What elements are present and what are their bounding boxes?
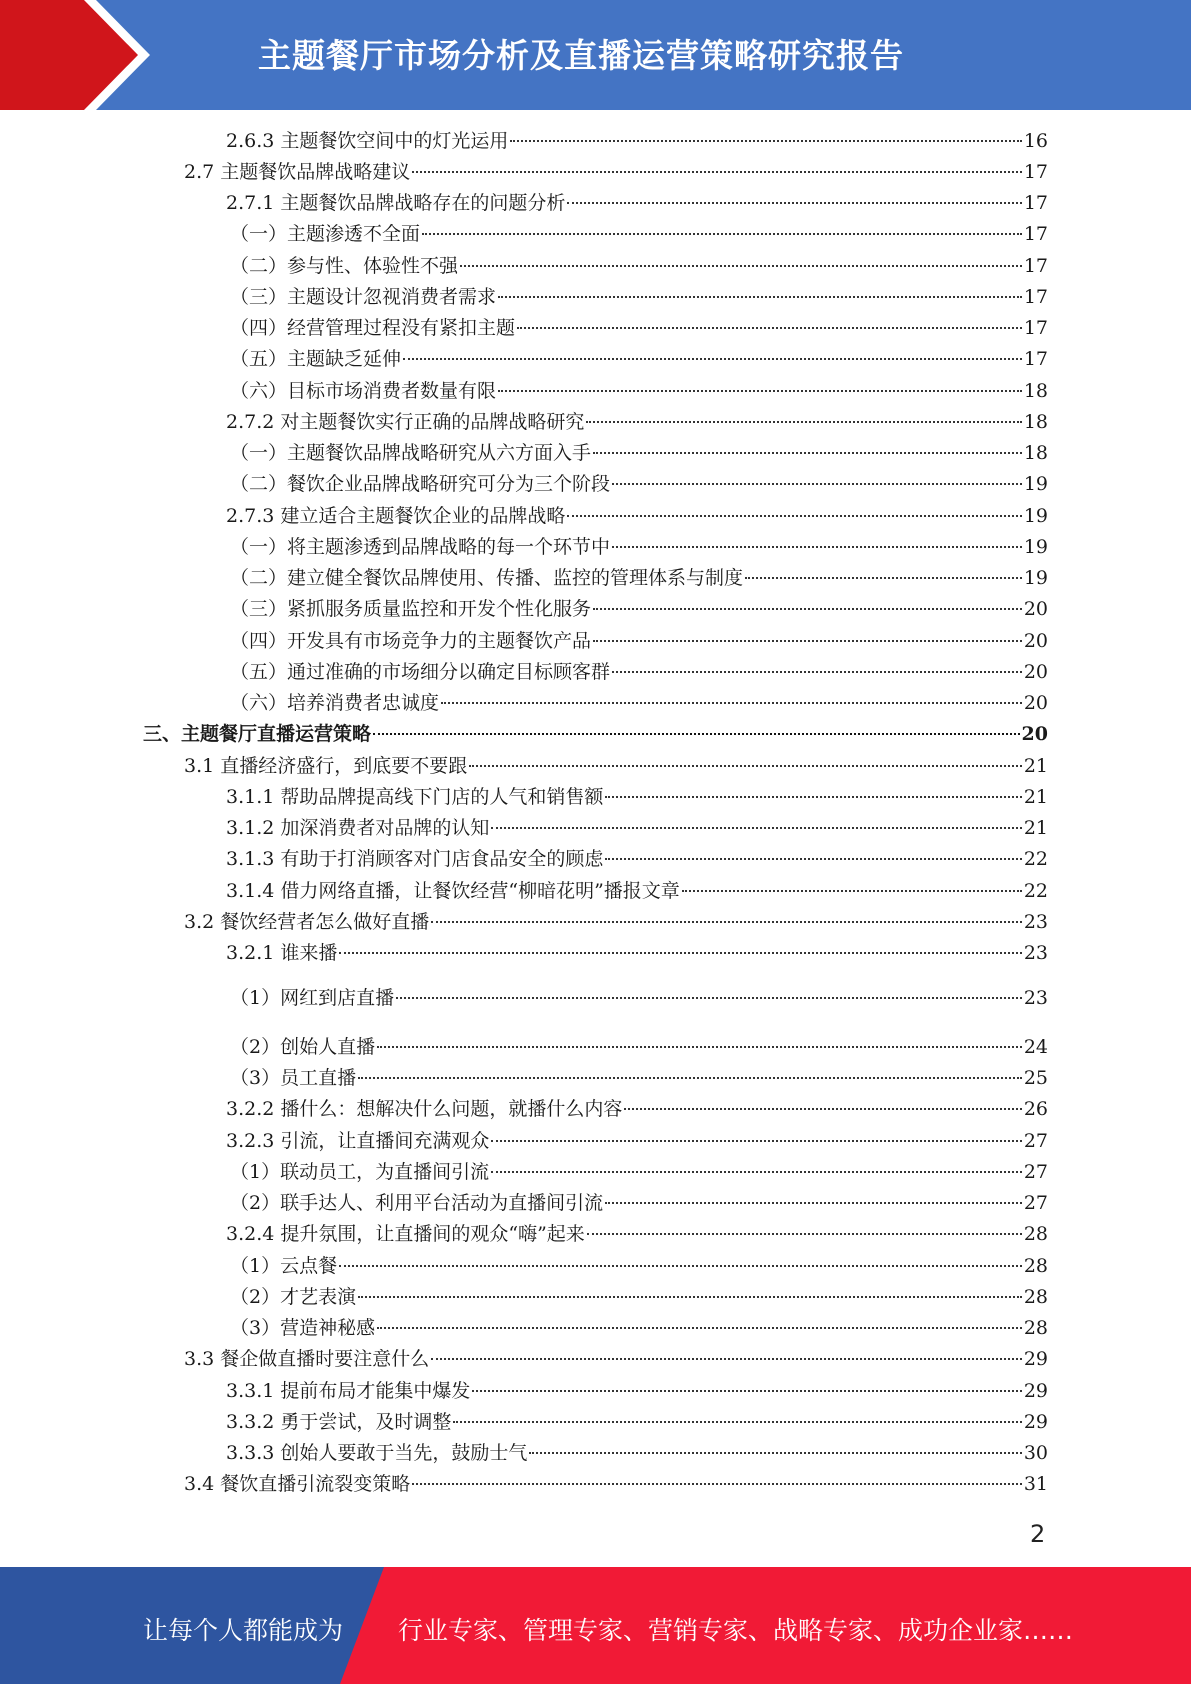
toc-entry[interactable] <box>230 628 1048 654</box>
toc-entry-page: 19 <box>1023 567 1048 589</box>
toc-leader-dots <box>431 1358 1022 1360</box>
toc-entry[interactable] <box>230 1034 1048 1060</box>
toc-entry-page: 17 <box>1023 286 1048 308</box>
toc-entry-label: 3.1.3 有助于打消顾客对门店食品安全的顾虑 <box>226 848 604 870</box>
toc-entry-label: 2.7.2 对主题餐饮实行正确的品牌战略研究 <box>226 411 585 433</box>
toc-leader-dots <box>339 952 1021 954</box>
toc-entry-label: 3.2.1 谁来播 <box>226 942 338 964</box>
toc-leader-dots <box>612 671 1022 673</box>
toc-entry-label: 3.1.4 借力网络直播，让餐饮经营“柳暗花明”播报文章 <box>226 880 680 902</box>
toc-entry-label: 2.7.1 主题餐饮品牌战略存在的问题分析 <box>226 192 566 214</box>
toc-leader-dots <box>624 1108 1021 1110</box>
toc-entry-page: 20 <box>1023 630 1048 652</box>
toc-entry[interactable] <box>226 815 1048 841</box>
toc-leader-dots <box>605 1202 1022 1204</box>
toc-entry-page: 22 <box>1023 880 1048 902</box>
toc-entry-label: （二）餐饮企业品牌战略研究可分为三个阶段 <box>230 473 611 495</box>
toc-leader-dots <box>682 890 1022 892</box>
toc-leader-dots <box>593 608 1022 610</box>
toc-entry-label: 3.3.3 创始人要敢于当先，鼓励士气 <box>226 1442 528 1464</box>
toc-entry[interactable] <box>230 221 1048 247</box>
toc-entry-page: 19 <box>1023 473 1048 495</box>
toc-entry-page: 29 <box>1023 1411 1048 1433</box>
toc-leader-dots <box>453 1421 1021 1423</box>
toc-entry-label: （2）创始人直播 <box>230 1036 376 1058</box>
toc-entry-label: （3）员工直播 <box>230 1067 357 1089</box>
toc-leader-dots <box>469 765 1022 767</box>
toc-entry[interactable] <box>226 409 1048 435</box>
toc-entry-label: 3.1 直播经济盛行，到底要不要跟 <box>184 755 468 777</box>
footer-slogan-left: 让每个人都能成为 <box>143 1616 344 1645</box>
toc-entry-page: 27 <box>1023 1192 1048 1214</box>
toc-entry-page: 21 <box>1023 817 1048 839</box>
toc-leader-dots <box>377 1327 1022 1329</box>
toc-entry[interactable] <box>230 1284 1048 1310</box>
toc-entry-label: 3.1.2 加深消费者对品牌的认知 <box>226 817 490 839</box>
toc-entry-label: （2）联手达人、利用平台活动为直播间引流 <box>230 1192 604 1214</box>
toc-entry[interactable] <box>230 985 1048 1011</box>
toc-entry-label: （五）主题缺乏延伸 <box>230 348 402 370</box>
toc-entry[interactable] <box>226 1096 1048 1122</box>
toc-entry-page: 18 <box>1023 442 1048 464</box>
toc-entry-label: 2.7 主题餐饮品牌战略建议 <box>184 161 411 183</box>
toc-leader-dots <box>422 233 1022 235</box>
toc-entry-page: 28 <box>1023 1286 1048 1308</box>
toc-entry-page: 20 <box>1023 598 1048 620</box>
toc-entry[interactable] <box>230 1065 1048 1091</box>
toc-leader-dots <box>529 1452 1021 1454</box>
toc-entry[interactable] <box>226 846 1048 872</box>
toc-entry[interactable] <box>230 1190 1048 1216</box>
toc-entry[interactable] <box>226 784 1048 810</box>
toc-leader-dots <box>517 327 1022 329</box>
toc-entry[interactable] <box>226 1128 1048 1154</box>
toc-entry[interactable] <box>230 565 1048 591</box>
header-chevron-icon <box>0 0 138 110</box>
toc-entry-label: 3.1.1 帮助品牌提高线下门店的人气和销售额 <box>226 786 604 808</box>
toc-leader-dots <box>510 140 1021 142</box>
toc-entry-page: 19 <box>1023 536 1048 558</box>
toc-entry-label: 2.6.3 主题餐饮空间中的灯光运用 <box>226 130 509 152</box>
page-number: 2 <box>1030 1520 1046 1548</box>
toc-leader-dots <box>396 997 1022 999</box>
toc-entry[interactable] <box>230 1159 1048 1185</box>
toc-entry-label: （1）联动员工，为直播间引流 <box>230 1161 490 1183</box>
toc-entry-page: 28 <box>1023 1223 1048 1245</box>
toc-entry-label: 3.3 餐企做直播时要注意什么 <box>184 1348 430 1370</box>
toc-entry-page: 17 <box>1023 317 1048 339</box>
toc-entry-label: 3.2 餐饮经营者怎么做好直播 <box>184 911 430 933</box>
toc-entry[interactable] <box>226 1440 1048 1466</box>
toc-leader-dots <box>412 1483 1022 1485</box>
toc-entry-page: 23 <box>1023 942 1048 964</box>
toc-leader-dots <box>403 358 1022 360</box>
toc-entry-label: （六）培养消费者忠诚度 <box>230 692 440 714</box>
toc-entry[interactable] <box>230 315 1048 341</box>
toc-entry-page: 23 <box>1023 987 1048 1009</box>
toc-entry[interactable] <box>230 1253 1048 1279</box>
toc-entry-page: 26 <box>1023 1098 1048 1120</box>
toc-entry[interactable] <box>184 159 1048 185</box>
toc-leader-dots <box>745 577 1022 579</box>
toc-leader-dots <box>587 1233 1022 1235</box>
toc-leader-dots <box>412 171 1022 173</box>
toc-entry[interactable] <box>226 878 1048 904</box>
toc-entry-label: （1）网红到店直播 <box>230 987 395 1009</box>
toc-entry-label: 3.2.2 播什么：想解决什么问题，就播什么内容 <box>226 1098 623 1120</box>
toc-entry-page: 17 <box>1023 192 1048 214</box>
toc-entry[interactable] <box>230 440 1048 466</box>
toc-leader-dots <box>593 452 1022 454</box>
toc-entry[interactable] <box>230 1315 1048 1341</box>
toc-entry[interactable] <box>230 534 1048 560</box>
toc-entry-label: 3.4 餐饮直播引流裂变策略 <box>184 1473 411 1495</box>
toc-leader-dots <box>441 702 1022 704</box>
toc-entry-label: 3.3.1 提前布局才能集中爆发 <box>226 1380 471 1402</box>
toc-entry[interactable] <box>226 1221 1048 1247</box>
toc-entry-page: 24 <box>1023 1036 1048 1058</box>
toc-leader-dots <box>491 1171 1022 1173</box>
toc-entry-label: （二）建立健全餐饮品牌使用、传播、监控的管理体系与制度 <box>230 567 744 589</box>
toc-entry-label: （1）云点餐 <box>230 1255 338 1277</box>
toc-entry-page: 21 <box>1023 755 1048 777</box>
toc-entry[interactable] <box>230 378 1048 404</box>
toc-entry-page: 21 <box>1023 786 1048 808</box>
toc-entry-label: （二）参与性、体验性不强 <box>230 255 459 277</box>
toc-entry-page: 27 <box>1023 1130 1048 1152</box>
toc-entry[interactable] <box>226 190 1048 216</box>
toc-entry-page: 18 <box>1023 411 1048 433</box>
toc-leader-dots <box>472 1390 1021 1392</box>
toc-entry-label: （三）紧抓服务质量监控和开发个性化服务 <box>230 598 592 620</box>
toc-entry-page: 20 <box>1023 692 1048 714</box>
toc-leader-dots <box>498 390 1022 392</box>
toc-leader-dots <box>358 1077 1022 1079</box>
toc-entry[interactable] <box>226 503 1048 529</box>
toc-leader-dots <box>612 483 1022 485</box>
page-header <box>0 0 1191 110</box>
page-footer <box>0 1567 1191 1684</box>
toc-entry[interactable] <box>143 721 1048 747</box>
toc-entry-page: 17 <box>1023 255 1048 277</box>
toc-entry[interactable] <box>230 471 1048 497</box>
toc-entry-page: 20 <box>1021 723 1048 745</box>
toc-entry[interactable] <box>184 1346 1048 1372</box>
toc-leader-dots <box>339 1265 1022 1267</box>
toc-entry[interactable] <box>226 1409 1048 1435</box>
toc-entry-page: 30 <box>1023 1442 1048 1464</box>
toc-leader-dots <box>491 827 1021 829</box>
toc-entry-page: 27 <box>1023 1161 1048 1183</box>
toc-leader-dots <box>567 515 1021 517</box>
toc-leader-dots <box>377 1046 1022 1048</box>
toc-entry-page: 28 <box>1023 1317 1048 1339</box>
toc-entry[interactable] <box>184 1471 1048 1497</box>
toc-entry[interactable] <box>230 253 1048 279</box>
toc-entry[interactable] <box>230 659 1048 685</box>
toc-entry-page: 18 <box>1023 380 1048 402</box>
toc-entry-label: 3.2.4 提升氛围，让直播间的观众“嗨”起来 <box>226 1223 585 1245</box>
toc-entry-page: 29 <box>1023 1380 1048 1402</box>
toc-entry[interactable] <box>230 284 1048 310</box>
toc-leader-dots <box>605 858 1021 860</box>
toc-leader-dots <box>567 202 1021 204</box>
toc-entry[interactable] <box>230 346 1048 372</box>
toc-leader-dots <box>358 1296 1022 1298</box>
toc-entry-page: 29 <box>1023 1348 1048 1370</box>
toc-leader-dots <box>612 546 1022 548</box>
toc-entry-page: 25 <box>1023 1067 1048 1089</box>
toc-entry-label: （3）营造神秘感 <box>230 1317 376 1339</box>
toc-entry-page: 17 <box>1023 348 1048 370</box>
toc-leader-dots <box>593 640 1022 642</box>
toc-leader-dots <box>586 421 1021 423</box>
toc-entry[interactable] <box>226 940 1048 966</box>
toc-entry-label: （四）经营管理过程没有紧扣主题 <box>230 317 516 339</box>
toc-entry-label: （三）主题设计忽视消费者需求 <box>230 286 497 308</box>
toc-entry-page: 17 <box>1023 161 1048 183</box>
toc-entry-label: （一）将主题渗透到品牌战略的每一个环节中 <box>230 536 611 558</box>
toc-entry-page: 20 <box>1023 661 1048 683</box>
toc-entry-page: 22 <box>1023 848 1048 870</box>
toc-entry-page: 19 <box>1023 505 1048 527</box>
toc-entry-label: 3.2.3 引流，让直播间充满观众 <box>226 1130 490 1152</box>
toc-entry[interactable] <box>230 690 1048 716</box>
toc-leader-dots <box>460 265 1022 267</box>
toc-entry-label: 3.3.2 勇于尝试，及时调整 <box>226 1411 452 1433</box>
toc-entry-page: 23 <box>1023 911 1048 933</box>
toc-entry-label: （2）才艺表演 <box>230 1286 357 1308</box>
toc-leader-dots <box>498 296 1022 298</box>
toc-leader-dots <box>373 733 1020 735</box>
footer-slogan-right: 行业专家、管理专家、营销专家、战略专家、成功企业家…… <box>398 1616 1074 1645</box>
toc-leader-dots <box>491 1140 1021 1142</box>
toc-entry-page: 17 <box>1023 223 1048 245</box>
toc-entry-page: 16 <box>1023 130 1048 152</box>
toc-entry-label: 2.7.3 建立适合主题餐饮企业的品牌战略 <box>226 505 566 527</box>
toc-entry[interactable] <box>184 753 1048 779</box>
toc-entry-label: （一）主题渗透不全面 <box>230 223 421 245</box>
toc-entry-label: 三、主题餐厅直播运营策略 <box>143 723 372 745</box>
toc-leader-dots <box>431 921 1022 923</box>
report-title: 主题餐厅市场分析及直播运营策略研究报告 <box>258 36 904 75</box>
toc-entry[interactable] <box>184 909 1048 935</box>
toc-entry-label: （五）通过准确的市场细分以确定目标顾客群 <box>230 661 611 683</box>
toc-entry-label: （一）主题餐饮品牌战略研究从六方面入手 <box>230 442 592 464</box>
toc-leader-dots <box>605 796 1021 798</box>
toc-entry-label: （四）开发具有市场竞争力的主题餐饮产品 <box>230 630 592 652</box>
toc-entry-label: （六）目标市场消费者数量有限 <box>230 380 497 402</box>
toc-entry-page: 31 <box>1023 1473 1048 1495</box>
toc-entry[interactable] <box>230 596 1048 622</box>
toc-entry-page: 28 <box>1023 1255 1048 1277</box>
toc-entry[interactable] <box>226 128 1048 154</box>
toc-entry[interactable] <box>226 1378 1048 1404</box>
